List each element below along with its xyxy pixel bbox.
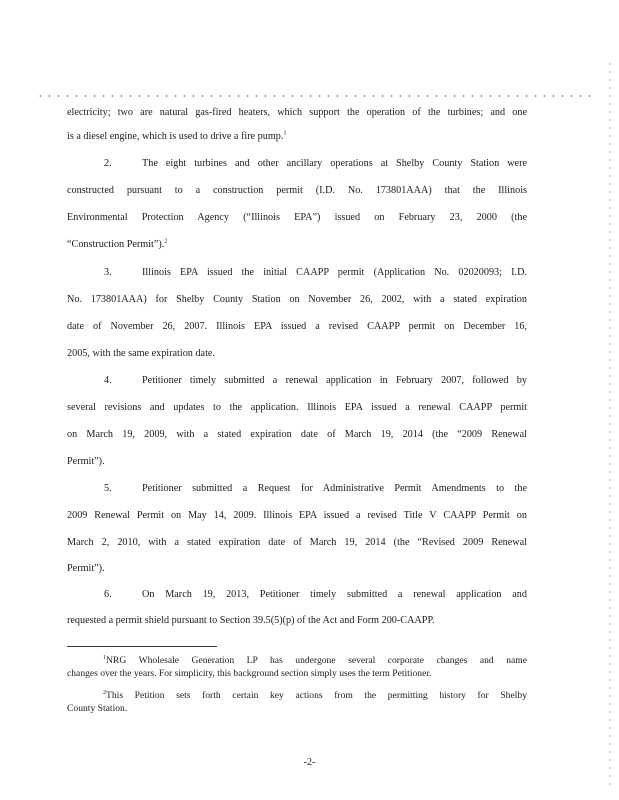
footnote-2-line-2: County Station.	[67, 703, 128, 714]
paragraph-6-line-2: requested a permit shield pursuant to Section 39.5(5)(p) of the Act and Form 200-CAAPP.	[67, 615, 435, 626]
intro-line-1: electricity; two are natural gas-fired heaters, which support the operation of the turbines; and one	[67, 107, 527, 118]
paragraph-3-line-4: 2005, with the same expiration date.	[67, 348, 215, 359]
paragraph-number: 6.	[104, 589, 112, 600]
paragraph-4-line-3: on March 19, 2009, with a stated expiration date of March 19, 2014 (the “2009 Renewal	[67, 429, 527, 440]
scan-artifact-edge	[609, 60, 611, 790]
footnote-number: 1	[103, 654, 106, 661]
paragraph-2-line-2: constructed pursuant to a construction permit (I.D. No. 173801AAA) that the Illinois	[67, 185, 527, 196]
footnote-1-line-1: $^1$NRG Wholesale Generation LP has undergone several corporate changes and name	[103, 654, 527, 666]
paragraph-4-line-1: 4. Petitioner timely submitted a renewal application in February 2007, followed by	[67, 374, 527, 387]
paragraph-5-line-3: March 2, 2010, with a stated expiration date of March 19, 2014 (the “Revised 2009 Renewal	[67, 537, 527, 548]
page-number: -2-	[303, 757, 316, 768]
paragraph-5-line-1: 5. Petitioner submitted a Request for Administrative Permit Amendments to the	[67, 482, 527, 495]
paragraph-number: 3.	[104, 267, 112, 278]
paragraph-3-line-2: No. 173801AAA) for Shelby County Station on November 26, 2002, with a stated expiration	[67, 294, 527, 305]
paragraph-3-line-3: date of November 26, 2007. Illinois EPA issued a revised CAAPP permit on December 16,	[67, 321, 527, 332]
paragraph-4-line-4: Permit”).	[67, 456, 105, 467]
paragraph-number: 4.	[104, 375, 112, 386]
footnote-number: 2	[103, 689, 106, 696]
paragraph-2-line-3: Environmental Protection Agency (“Illinois EPA”) issued on February 23, 2000 (the	[67, 212, 527, 223]
paragraph-6-line-1: 6. On March 19, 2013, Petitioner timely submitted a renewal application and	[67, 588, 527, 601]
paragraph-2-line-1: 2. The eight turbines and other ancillary operations at Shelby County Station were	[67, 157, 527, 170]
footnote-separator	[67, 646, 217, 647]
paragraph-3-line-1: 3. Illinois EPA issued the initial CAAPP permit (Application No. 02020093; I.D.	[67, 266, 527, 279]
footnote-ref-1[interactable]: 1	[283, 130, 287, 137]
paragraph-5-line-4: Permit”).	[67, 563, 105, 574]
footnote-ref-2[interactable]: 2	[164, 238, 168, 245]
paragraph-number: 5.	[104, 483, 112, 494]
scan-artifact-top	[36, 95, 591, 97]
paragraph-5-line-2: 2009 Renewal Permit on May 14, 2009. Illinois EPA issued a revised Title V CAAPP Permit on	[67, 510, 527, 521]
paragraph-number: 2.	[104, 158, 112, 169]
paragraph-2-line-4: “Construction Permit”).$^2$	[67, 238, 168, 250]
footnote-2-line-1: $^2$This Petition sets forth certain key actions from the permitting history for Shelby	[103, 689, 527, 701]
intro-line-2: is a diesel engine, which is used to drive a fire pump.$^1$	[67, 130, 287, 142]
footnote-1-line-2: changes over the years. For simplicity, this background section simply uses the term Petitioner.	[67, 668, 432, 679]
paragraph-4-line-2: several revisions and updates to the application. Illinois EPA issued a renewal CAAPP permit	[67, 402, 527, 413]
